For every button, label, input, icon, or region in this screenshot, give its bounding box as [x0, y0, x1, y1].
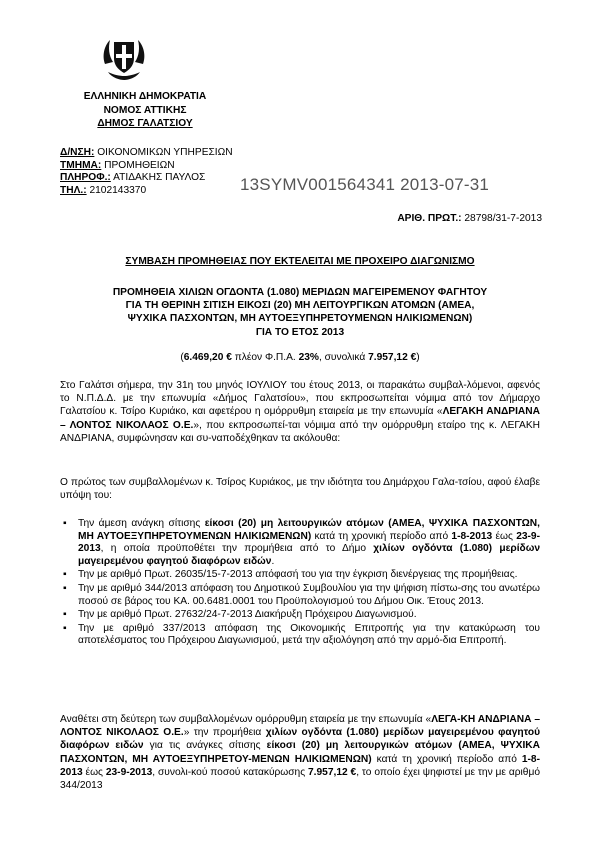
list-item	[60, 609, 540, 622]
item-text: Την με αριθμό 337/2013 απόφαση της Οικονομικής Επιτροπής για την κατακύρωση του αποτελέσματος του Πρόχειρου Διαγωνισμού, μετά την αξιολόγηση από την αρμό-δια Επιτροπή.	[78, 622, 540, 647]
list-item	[60, 583, 540, 608]
price-text: πλέον Φ.Π.Α.	[231, 352, 299, 363]
item-bold-text: είκοσι (20) μη λειτουργικών ατόμων (ΑΜΕΑ, ΨΥΧΙΚΑ ΠΑΣΧΟΝΤΩΝ, ΜΗ ΑΥΤΟΕΞΥΠΗΡΕΤΟΥΜΕΝΩΝ ΗΛΙΚΙΩΜΕΝΩΝ)	[78, 518, 540, 542]
net-amount: 6.469,20 €	[183, 352, 232, 363]
issuer-prefecture: ΝΟΜΟΣ ΑΤΤΙΚΗΣ	[103, 104, 187, 116]
paragraph-amount: 7.957,12 €	[308, 766, 357, 778]
department-value: ΠΡΟΜΗΘΕΙΩΝ	[104, 159, 175, 171]
contract-title: ΣΥΜΒΑΣΗ ΠΡΟΜΗΘΕΙΑΣ ΠΟΥ ΕΚΤΕΛΕΙΤΑΙ ΜΕ ΠΡΟΧΕΙΡΟ ΔΙΑΓΩΝΙΣΜΟ	[125, 256, 475, 267]
paragraph-text: κατά τη χρονική περίοδο από	[371, 753, 522, 765]
bullet-icon: ▪	[63, 609, 67, 621]
paragraph-text: , το οποίο έχει ψηφιστεί με την με αριθμό 344/2013	[60, 766, 540, 792]
department-row	[60, 160, 320, 173]
paragraph-bold-text: είκοσι (20) μη λειτουργικών ατόμων (ΑΜΕΑ, ΨΥΧΙΚΑ ΠΑΣΧΟΝΤΩΝ, ΜΗ ΑΥΤΟΕΞΥΠΗΡΕΤΟΥ-ΜΕΝΩΝ ΗΛΙΚΙΩΜΕΝΩΝ)	[60, 740, 540, 765]
paragraph-text: έως	[82, 766, 106, 778]
bullet-icon: ▪	[63, 518, 67, 529]
paragraph-bold-text: χιλίων ογδόντα (1.080) μερίδων μαγειρεμένου φαγητού διαφόρων ειδών	[60, 727, 540, 752]
contractor-name: ΛΕΓΑΚΗ ΑΝΔΡΙΑΝΑ – ΛΟΝΤΟΣ ΝΙΚΟΛΑΟΣ Ο.Ε.	[60, 406, 541, 431]
subject-line: ΓΙΑ ΤΟ ΕΤΟΣ 2013	[255, 326, 345, 338]
total-amount: 7.957,12 €	[368, 352, 417, 363]
paragraph-text: για τις ανάγκες σίτισης	[143, 740, 267, 752]
item-text: Την άμεση ανάγκη σίτισης	[78, 518, 205, 529]
item-text: Την με αριθμό 344/2013 απόφαση του Δημοτικού Συμβουλίου για την ψήφιση πίστω-σης του ανωτέρω ποσού σε βάρος του ΚΑ. 00.6481.0001 του Προϋπολογισμού του Δήμου Οικ. Έτους 2013.	[78, 582, 540, 607]
vat-rate: 23%	[298, 352, 319, 363]
issuer-municipality: ΔΗΜΟΣ ΓΑΛΑΤΣΙΟΥ	[97, 118, 193, 129]
subject-line: ΨΥΧΙΚΑ ΠΑΣΧΟΝΤΩΝ, ΜΗ ΑΥΤΟΕΞΥΠΗΡΕΤΟΥΜΕΝΩΝ ΗΛΙΚΙΩΜΕΝΩΝ)	[127, 313, 473, 325]
directorate-label: Δ/ΝΣΗ:	[60, 147, 95, 158]
greek-coat-of-arms-icon	[100, 34, 148, 82]
protocol-number	[397, 213, 542, 224]
paragraph-text: Στο Γαλάτσι σήμερα, την 31η του μηνός ΙΟΥΛΙΟΥ του έτους 2013, οι παρακάτω συμβαλ-λόμενοι, αφενός το Ν.Π.Δ.Δ. με την επωνυμία «Δήμος Γαλατσίου», που εκπροσωπείται νόμιμα από τον Δήμαρχο Γαλατσίου κ. Τσίρο Κυριάκο, και αφετέρου η ομόρρυθμη εταιρεία με την επωνυμία «	[60, 380, 540, 418]
directorate-value: ΟΙΚΟΝΟΜΙΚΩΝ ΥΠΗΡΕΣΙΩΝ	[97, 147, 233, 158]
bullet-icon: ▪	[63, 582, 67, 594]
item-bold-text: χιλίων ογδόντα (1.080) μερίδων μαγειρεμένου φαγητού διαφόρων ειδών	[78, 543, 540, 567]
item-text: έως	[492, 530, 517, 542]
parties-paragraph	[60, 379, 540, 445]
subject-line: ΓΙΑ ΤΗ ΘΕΡΙΝΗ ΣΙΤΙΣΗ ΕΙΚΟΣΙ (20) ΜΗ ΛΕΙΤΟΥΡΓΙΚΩΝ ΑΤΟΜΩΝ (ΑΜΕΑ,	[125, 300, 475, 312]
contract-price	[60, 352, 540, 363]
price-text: , συνολικά	[318, 352, 369, 363]
ada-stamp: 13SYMV001564341 2013-07-31	[240, 175, 490, 194]
protocol-label: ΑΡΙΘ. ΠΡΩΤ.:	[397, 213, 462, 224]
info-value: ΑΤΙΔΑΚΗΣ ΠΑΥΛΟΣ	[113, 172, 206, 184]
issuer-header	[60, 90, 230, 131]
item-text: .	[271, 555, 275, 567]
item-date: 23-9-2013	[78, 530, 540, 555]
paragraph-date: 1-8-2013	[60, 753, 540, 778]
contract-subject	[60, 286, 540, 339]
subject-line: ΠΡΟΜΗΘΕΙΑ ΧΙΛΙΩΝ ΟΓΔΟΝΤΑ (1.080) ΜΕΡΙΔΩΝ ΜΑΓΕΙΡΕΜΕΝΟΥ ΦΑΓΗΤΟΥ	[112, 287, 488, 298]
paragraph-text: , συνολι-κού ποσού κατακύρωσης	[152, 766, 309, 778]
list-item	[60, 569, 540, 582]
mayor-paragraph: Ο πρώτος των συμβαλλομένων κ. Τσίρος Κυριάκος, με την ιδιότητα του Δημάρχου Γαλα-τσίου, αφού έλαβε υπόψη του:	[60, 477, 540, 502]
info-label: ΠΛΗΡΟΦ.:	[60, 172, 111, 184]
paragraph-text: Αναθέτει στη δεύτερη των συμβαλλομένων ομόρρυθμη εταιρεία με την επωνυμία «	[60, 714, 432, 725]
item-text: κατά τη χρονική περίοδο από	[311, 530, 452, 542]
list-item	[60, 518, 540, 568]
directorate-row	[60, 147, 320, 160]
item-date: 1-8-2013	[451, 530, 493, 542]
contractor-name: ΛΕΓΑ-ΚΗ ΑΝΔΡΙΑΝΑ – ΛΟΝΤΟΣ ΝΙΚΟΛΑΟΣ Ο.Ε.	[60, 714, 541, 739]
paragraph-date: 23-9-2013	[105, 766, 153, 778]
list-item	[60, 623, 540, 648]
considerations-list	[60, 518, 540, 649]
department-label: ΤΜΗΜΑ:	[60, 159, 102, 171]
item-text: Την με αριθμό Πρωτ. 27632/24-7-2013 Διακήρυξη Πρόχειρου Διαγωνισμού.	[78, 609, 417, 621]
item-text: Την με αριθμό Πρωτ. 26035/15-7-2013 απόφασή του για την έγκριση διενέργειας της προμήθειας.	[78, 569, 518, 581]
protocol-value: 28798/31-7-2013	[464, 213, 542, 224]
paragraph-text: » την προμήθεια	[183, 727, 266, 739]
paragraph-text: », που εκπροσωπεί-ται νόμιμα από την ομόρρυθμη εταίρο της κ. ΛΕΓΑΚΗ ΑΝΔΡΙΑΝΑ, συμφώνησαν και συ-ναποδέχθηκαν τα ακόλουθα:	[60, 419, 540, 444]
price-close: )	[416, 352, 420, 363]
price-open: (	[180, 352, 184, 363]
issuer-country: ΕΛΛΗΝΙΚΗ ΔΗΜΟΚΡΑΤΙΑ	[83, 91, 207, 102]
bullet-icon: ▪	[63, 569, 67, 581]
assignment-paragraph	[60, 713, 540, 792]
phone-value: 2102143370	[89, 184, 147, 196]
item-text: , η οποία προϋποθέτει την προμήθεια από το Δήμο	[100, 543, 374, 555]
bullet-icon: ▪	[63, 622, 67, 634]
phone-label: ΤΗΛ.:	[60, 184, 87, 196]
